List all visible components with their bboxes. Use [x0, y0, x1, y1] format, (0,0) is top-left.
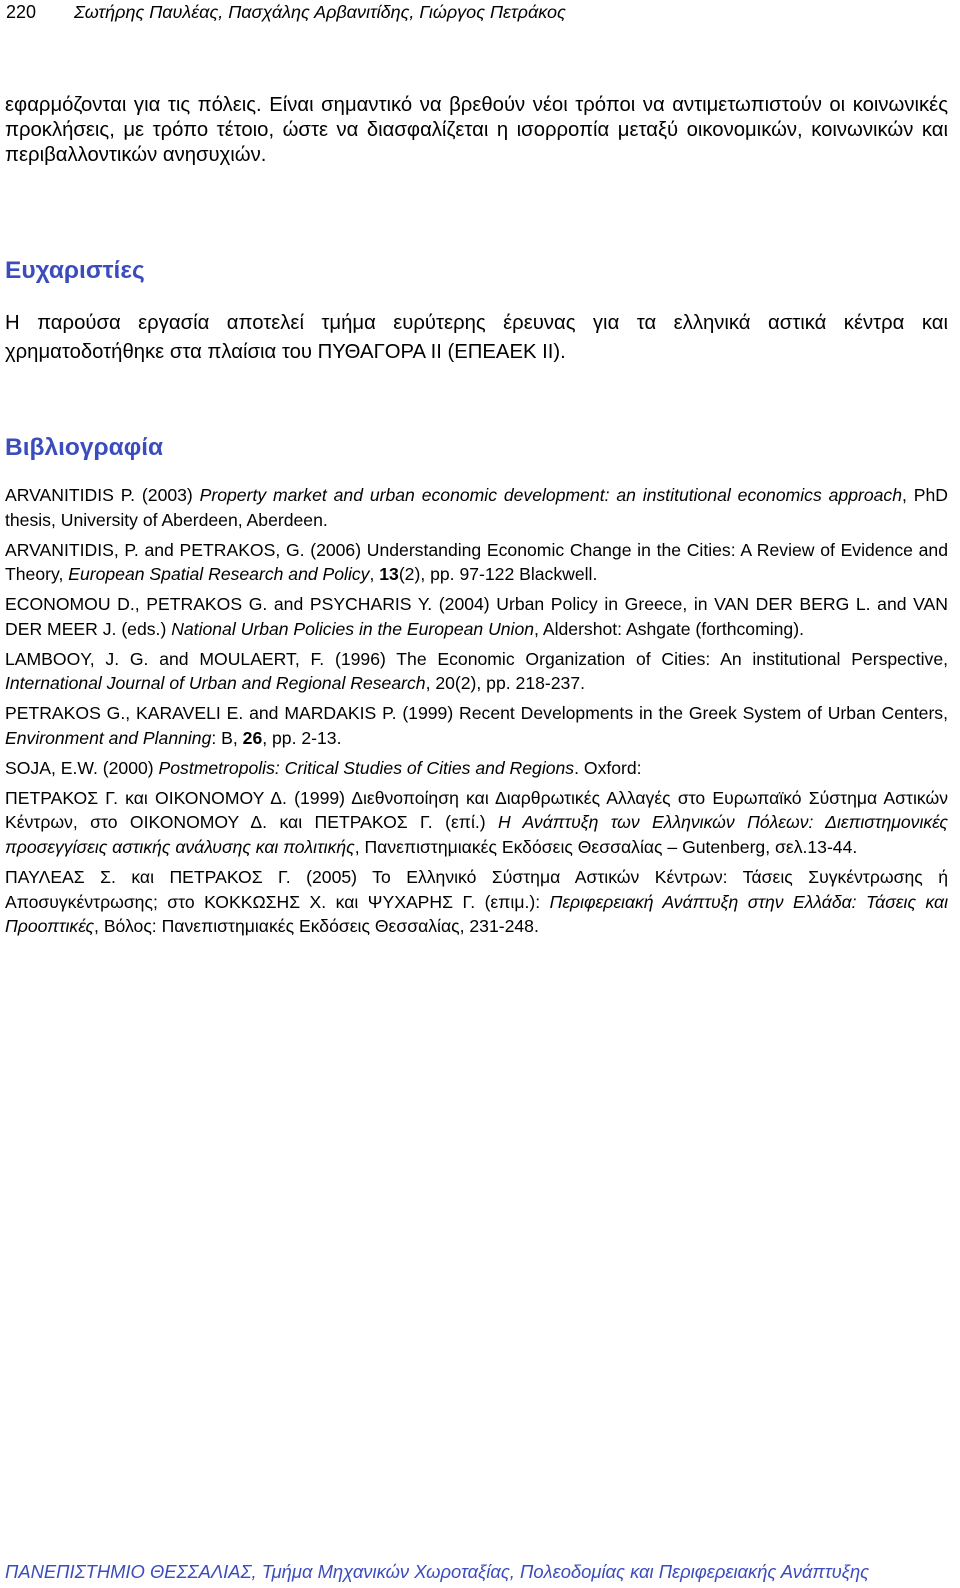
reference-item: ECONOMOU D., PETRAKOS G. and PSYCHARIS Y. (2004) Urban Policy in Greece, in VAN DER BERG L. and VAN DER MEER J. (eds.) National Urban Policies in the European Union, Aldershot: Ashgate (forthcoming).: [5, 594, 948, 639]
reference-item: ARVANITIDIS, P. and PETRAKOS, G. (2006) Understanding Economic Change in the Cities: A Review of Evidence and Theory, European Spatial Research and Policy, 13(2), pp. 97-122 Blackwell.: [5, 539, 948, 585]
reference-item: ΠΑΥΛΕΑΣ Σ. και ΠΕΤΡΑΚΟΣ Γ. (2005) Το Ελληνικό Σύστημα Αστικών Κέντρων: Τάσεις Συγκέντρωσης ή Αποσυγκέντρωσης; στο ΚΟΚΚΩΣΗΣ Χ. και ΨΥΧΑΡΗΣ Γ. (επιμ.): Περιφερειακή Ανάπτυξη στην Ελλάδα: Τάσεις και Προοπτικές, Βόλος: Πανεπιστημιακές Εκδόσεις Θεσσαλίας, 231-248.: [5, 867, 948, 937]
reference-item: PETRAKOS G., KARAVELI E. and MARDAKIS P. (1999) Recent Developments in the Greek System of Urban Centers, Environment and Planning: B, 26, pp. 2-13.: [5, 703, 948, 748]
acknowledgements-heading: Ευχαριστίες: [5, 257, 145, 284]
reference-item: SOJA, E.W. (2000) Postmetropolis: Critical Studies of Cities and Regions. Oxford:: [5, 757, 642, 778]
bibliography-heading: Βιβλιογραφία: [5, 434, 164, 461]
reference-item: ΠΕΤΡΑΚΟΣ Γ. και ΟΙΚΟΝΟΜΟΥ Δ. (1999) Διεθνοποίηση και Διαρθρωτικές Αλλαγές στο Ευρωπαϊκό Σύστημα Αστικών Κέντρων, στο ΟΙΚΟΝΟΜΟΥ Δ. και ΠΕΤΡΑΚΟΣ Γ. (επί.) Η Ανάπτυξη των Ελληνικών Πόλεων: Διεπιστημονικές προσεγγίσεις αστικής ανάλυσης και πολιτικής, Πανεπιστημιακές Εκδόσεις Θεσσαλίας – Gutenberg, σελ.13-44.: [5, 787, 948, 858]
reference-list: [5, 483, 948, 944]
acknowledgements-text: Η παρούσα εργασία αποτελεί τμήμα ευρύτερης έρευνας για τα ελληνικά αστικά κέντρα και χρηματοδοτήθηκε στα πλαίσια του ΠΥΘΑΓΟΡΑ ΙΙ (ΕΠΕΑΕΚ ΙΙ).: [5, 312, 948, 363]
reference-item: LAMBOOY, J. G. and MOULAERT, F. (1996) The Economic Organization of Cities: An institutional Perspective, International Journal of Urban and Regional Research, 20(2), pp. 218-237.: [5, 648, 948, 694]
intro-paragraph: εφαρμόζονται για τις πόλεις. Είναι σημαντικό να βρεθούν νέοι τρόποι να αντιμετωπιστούν οι κοινωνικές προκλήσεις, με τρόπο τέτοιο, ώστε να διασφαλίζεται η ισορροπία μεταξύ οικονομικών, κοινωνικών και περιβαλλοντικών ανησυχιών.: [5, 94, 948, 166]
reference-item: ARVANITIDIS P. (2003) Property market and urban economic development: an institutional economics approach, PhD thesis, University of Aberdeen, Aberdeen.: [5, 485, 948, 530]
running-header: [6, 0, 566, 24]
page-footer: ΠΑΝΕΠΙΣΤΗΜΙΟ ΘΕΣΣΑΛΙΑΣ, Τμήμα Μηχανικών Χωροταξίας, Πολεοδομίας και Περιφερειακής Ανάπτυξης: [5, 1561, 870, 1582]
page-number: 220: [6, 2, 37, 22]
header-authors: Σωτήρης Παυλέας, Πασχάλης Αρβανιτίδης, Γιώργος Πετράκος: [74, 2, 566, 22]
